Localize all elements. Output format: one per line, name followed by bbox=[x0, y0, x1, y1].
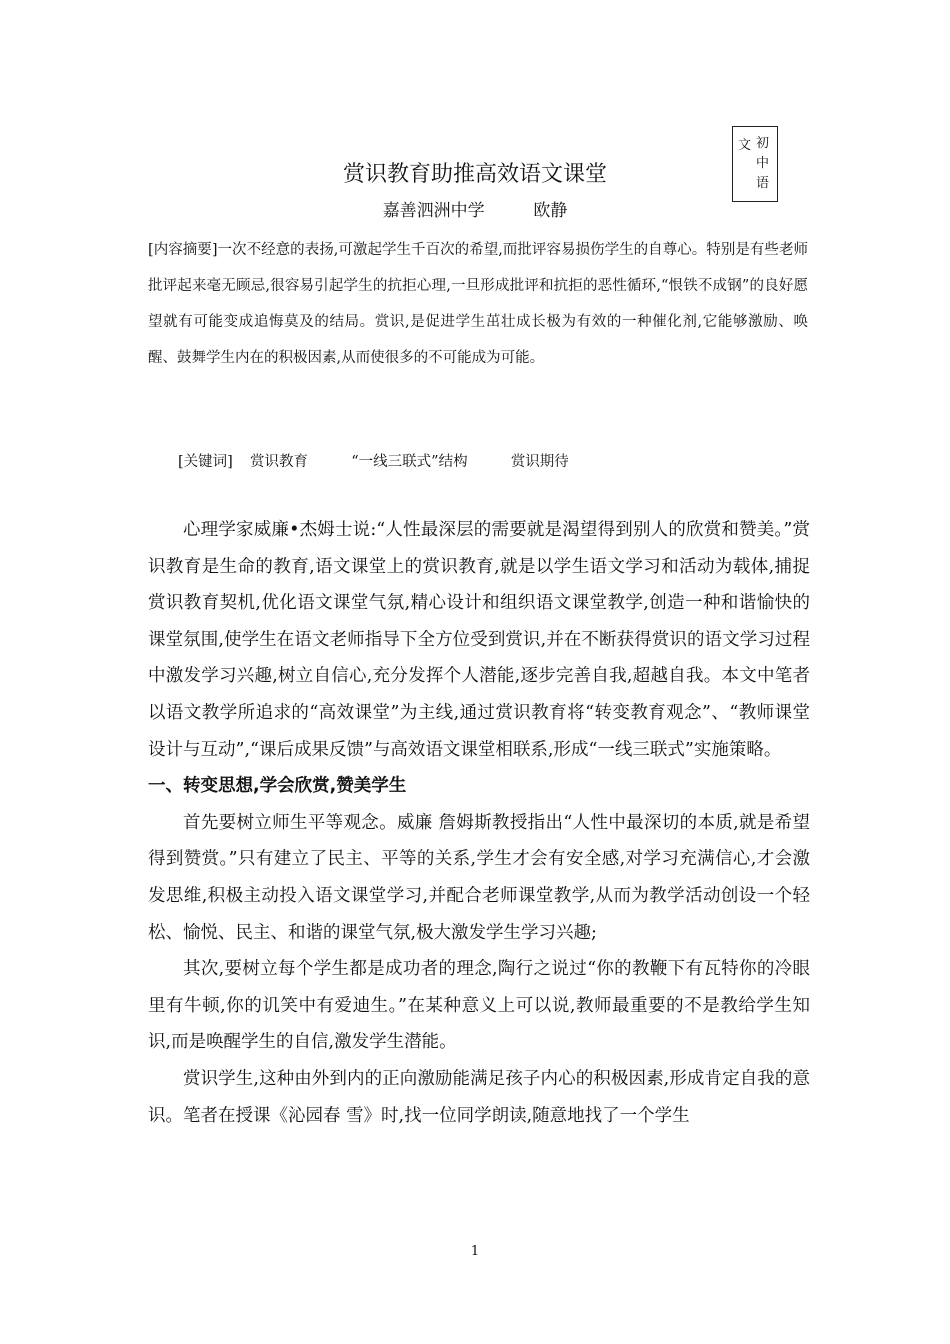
document-title: 赏识教育助推高效语文课堂 bbox=[342, 162, 607, 187]
keywords-line bbox=[178, 450, 569, 474]
paragraph: 赏识学生,这种由外到内的正向激励能满足孩子内心的积极因素,形成肯定自我的意识。笔者在授课《沁园春 雪》时,找一位同学朗读,随意地找了一个学生 bbox=[148, 1068, 810, 1126]
body-text bbox=[148, 512, 810, 1134]
paragraph: 其次,要树立每个学生都是成功者的理念,陶行之说过“你的教鞭下有瓦特你的冷眼里有牛顿,你的讥笑中有爱迪生。”在某种意义上可以说,教师最重要的不是教给学生知识,而是唤醒学生的自信,激发学生潜能。 bbox=[148, 959, 810, 1053]
paragraph: 心理学家威廉•杰姆士说:“人性最深层的需要就是渴望得到别人的欣赏和赞美。”赏识教育是生命的教育,语文课堂上的赏识教育,就是以学生语文学习和活动为载体,捕捉赏识教育契机,优化语文课堂气氛,精心设计和组织语文课堂教学,创造一种和谐愉快的课堂氛围,使学生在语文老师指导下全方位受到赏识,并在不断获得赏识的语文学习过程中激发学习兴趣,树立自信心,充分发挥个人潜能,逐步完善自我,超越自我。本文中笔者以语文教学所追求的“高效课堂”为主线,通过赏识教育将“转变教育观念”、“教师课堂设计与互动”,“课后成果反馈”与高效语文课堂相联系,形成“一线三联式”实施策略。 bbox=[148, 520, 810, 760]
category-box-right-char: 初 bbox=[756, 136, 770, 151]
keyword-item: “一线三联式”结构 bbox=[351, 454, 468, 470]
keyword-item: 赏识教育 bbox=[250, 454, 309, 470]
paragraph: 首先要树立师生平等观念。威廉 詹姆斯教授指出“人性中最深切的本质,就是希望得到赞赏。”只有建立了民主、平等的关系,学生才会有安全感,对学习充满信心,才会激发思维,积极主动投入语文课堂学习,并配合老师课堂教学,从而为教学活动创设一个轻松、愉悦、民主、和谐的课堂气氛,极大激发学生学习兴趣; bbox=[148, 812, 810, 943]
abstract: [内容摘要]一次不经意的表扬,可激起学生千百次的希望,而批评容易损伤学生的自尊心。特别是有些老师批评起来毫无顾忌,很容易引起学生的抗拒心理,一旦形成批评和抗拒的恶性循环,“恨铁不成钢”的良好愿望就有可能变成追悔莫及的结局。赏识,是促进学生茁壮成长极为有效的一种催化剂,它能够激励、唤醒、鼓舞学生内在的积极因素,从而使很多的不可能成为可能。 bbox=[148, 242, 808, 366]
author-name: 欧静 bbox=[533, 201, 568, 221]
category-box-right-char: 中 bbox=[756, 156, 770, 171]
category-box-left-char: 文 bbox=[738, 138, 752, 153]
author-school: 嘉善泗洲中学 bbox=[382, 201, 485, 221]
category-box-right-char: 语 bbox=[756, 176, 770, 191]
page-number: 1 bbox=[470, 1244, 480, 1259]
section-heading: 一、转变思想,学会欣赏,赞美学生 bbox=[148, 776, 407, 797]
keywords-label: [关键词] bbox=[178, 454, 233, 470]
author-line bbox=[0, 199, 950, 223]
keyword-item: 赏识期待 bbox=[510, 454, 569, 470]
